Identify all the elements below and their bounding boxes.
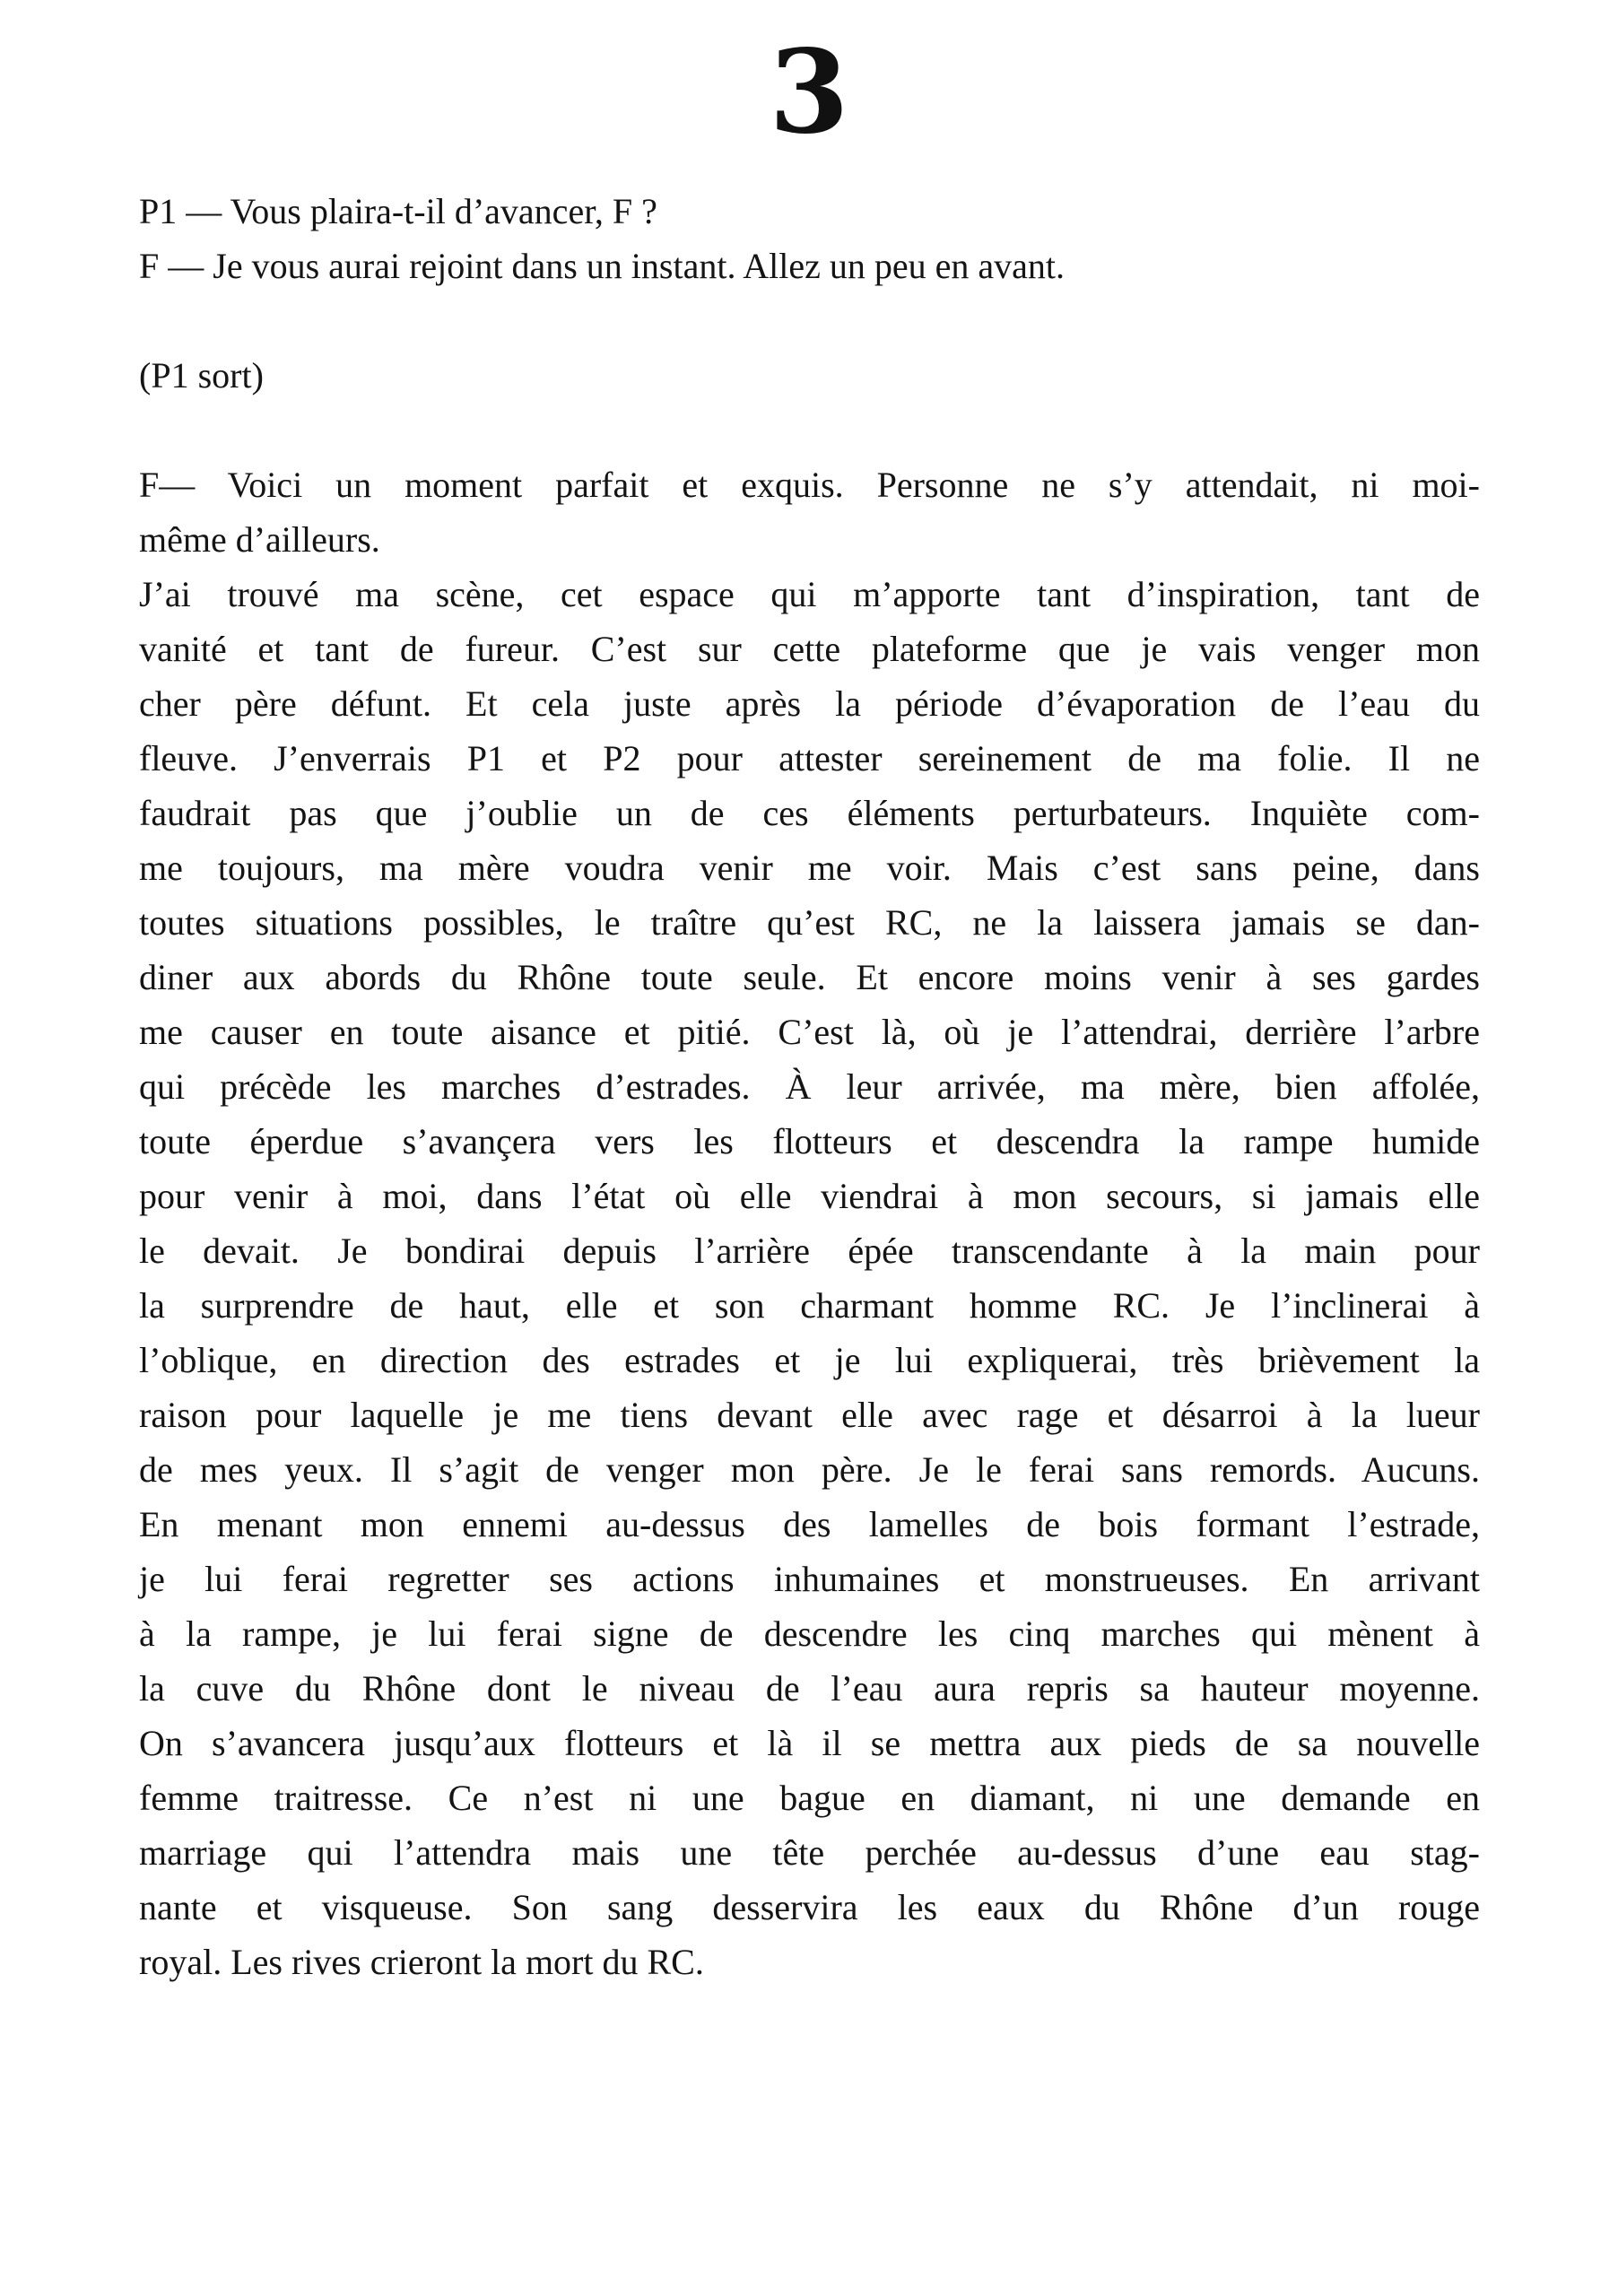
monologue-line: même d’ailleurs. [139, 519, 380, 560]
monologue-line: l’oblique, en direction des estrades et je lui expliquerai, très brièvement la [139, 1340, 1480, 1380]
monologue-line: J’ai trouvé ma scène, cet espace qui m’apporte tant d’inspiration, tant de [139, 574, 1480, 614]
monologue-line: le devait. Je bondirai depuis l’arrière épée transcendante à la main pour [139, 1231, 1480, 1271]
monologue-line: F— Voici un moment parfait et exquis. Personne ne s’y attendait, ni moi- [139, 465, 1480, 505]
monologue-line: qui précède les marches d’estrades. À leur arrivée, ma mère, bien affolée, [139, 1066, 1480, 1107]
monologue-line: pour venir à moi, dans l’état où elle viendrai à mon secours, si jamais elle [139, 1176, 1480, 1216]
monologue-line: la surprendre de haut, elle et son charmant homme RC. Je l’inclinerai à [139, 1285, 1480, 1326]
dialogue-line-f: F — Je vous aurai rejoint dans un instant. Allez un peu en avant. [139, 246, 1066, 286]
monologue-line: En menant mon ennemi au-dessus des lamelles de bois formant l’estrade, [139, 1504, 1480, 1544]
paragraph-gap [139, 403, 1480, 457]
monologue-line: fleuve. J’enverrais P1 et P2 pour attester sereinement de ma folie. Il ne [139, 738, 1480, 778]
monologue-line: On s’avancera jusqu’aux flotteurs et là il se mettra aux pieds de sa nouvelle [139, 1723, 1480, 1763]
monologue-line: femme traitresse. Ce n’est ni une bague en diamant, ni une demande en [139, 1778, 1480, 1818]
page-body-text [139, 184, 1480, 1989]
monologue-line: royal. Les rives crieront la mort du RC. [139, 1942, 704, 1982]
monologue-line: la cuve du Rhône dont le niveau de l’eau aura repris sa hauteur moyenne. [139, 1668, 1480, 1709]
monologue-line: me toujours, ma mère voudra venir me voir. Mais c’est sans peine, dans [139, 848, 1480, 888]
monologue-line: toute éperdue s’avançera vers les flotteurs et descendra la rampe humide [139, 1121, 1480, 1161]
monologue-line: faudrait pas que j’oublie un de ces éléments perturbateurs. Inquiète com- [139, 793, 1480, 833]
monologue-line: marriage qui l’attendra mais une tête perchée au-dessus d’une eau stag- [139, 1832, 1480, 1873]
monologue-line: nante et visqueuse. Son sang desservira les eaux du Rhône d’un rouge [139, 1887, 1480, 1927]
monologue-line: me causer en toute aisance et pitié. C’est là, où je l’attendrai, derrière l’arbre [139, 1012, 1480, 1052]
monologue-line: à la rampe, je lui ferai signe de descendre les cinq marches qui mènent à [139, 1613, 1480, 1654]
monologue-line: je lui ferai regretter ses actions inhumaines et monstrueuses. En arrivant [139, 1559, 1480, 1599]
monologue-line: toutes situations possibles, le traître qu’est RC, ne la laissera jamais se dan- [139, 902, 1480, 943]
monologue-line: cher père défunt. Et cela juste après la période d’évaporation de l’eau du [139, 683, 1480, 724]
chapter-number: 3 [769, 25, 849, 160]
dialogue-line-p1: P1 — Vous plaira-t-il d’avancer, F ? [139, 191, 657, 231]
monologue-line: raison pour laquelle je me tiens devant elle avec rage et désarroi à la lueur [139, 1395, 1480, 1435]
monologue-line: diner aux abords du Rhône toute seule. Et encore moins venir à ses gardes [139, 957, 1480, 997]
stage-direction: (P1 sort) [139, 355, 264, 396]
monologue-line: vanité et tant de fureur. C’est sur cette plateforme que je vais venger mon [139, 629, 1480, 669]
paragraph-gap [139, 293, 1480, 348]
monologue-line: de mes yeux. Il s’agit de venger mon père. Je le ferai sans remords. Aucuns. [139, 1449, 1480, 1490]
